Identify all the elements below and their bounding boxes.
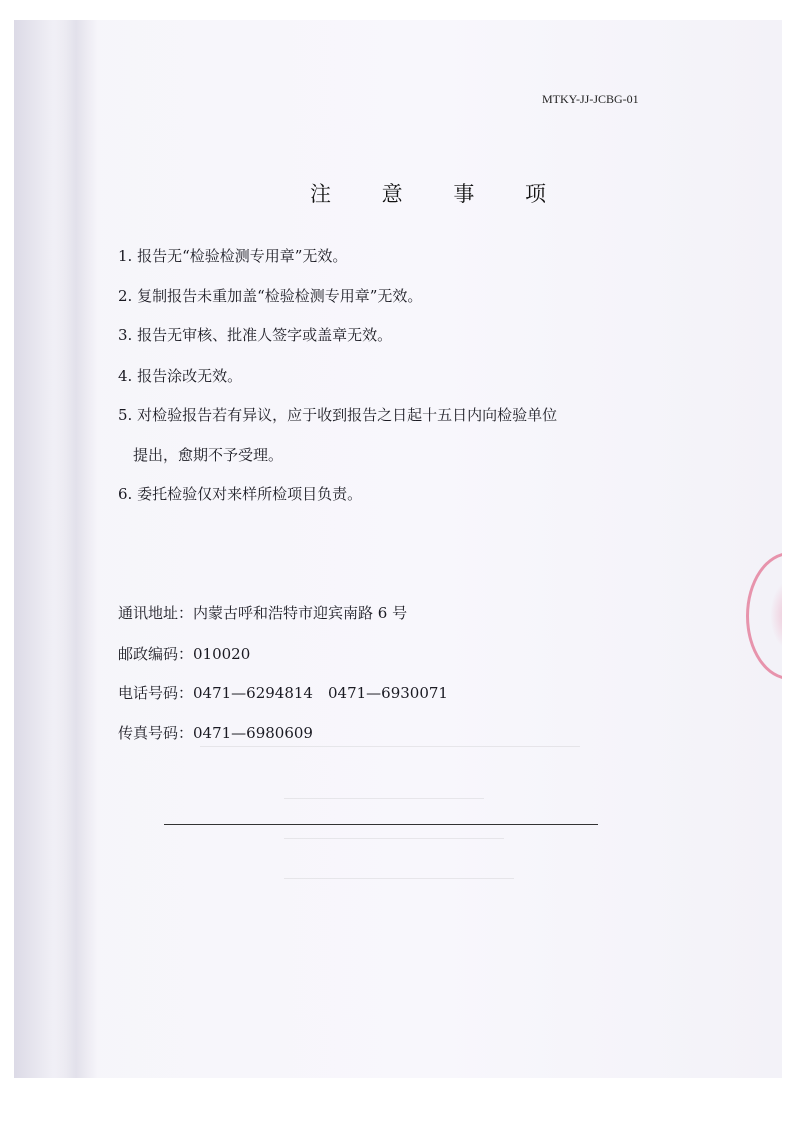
notice-item-3: 3. 报告无审核、批准人签字或盖章无效。 [118,326,393,344]
document-code: MTKY-JJ-JCBG-01 [542,92,639,106]
red-seal-ink [770,580,782,650]
notice-item-1: 1. 报告无“检验检测专用章”无效。 [118,247,348,265]
contact-postcode: 邮政编码：010020 [118,645,251,663]
show-through-line [284,838,504,839]
contact-address: 通讯地址：内蒙古呼和浩特市迎宾南路 6 号 [118,604,408,622]
signature-line [164,824,598,825]
show-through-line [284,878,514,879]
notice-item-6: 6. 委托检验仅对来样所检项目负责。 [118,485,363,503]
show-through-line [284,798,484,799]
page-fold-shadow [54,20,98,1078]
show-through-line [200,746,580,747]
contact-fax: 传真号码：0471—6980609 [118,724,313,742]
notice-item-5: 5. 对检验报告若有异议，应于收到报告之日起十五日内向检验单位 [118,406,558,424]
contact-phone: 电话号码：0471—6294814 0471—6930071 [118,684,448,702]
notice-item-5-continued: 提出，愈期不予受理。 [133,446,284,464]
scanned-page [14,20,782,1078]
notice-item-2: 2. 复制报告未重加盖“检验检测专用章”无效。 [118,287,423,305]
notice-item-4: 4. 报告涂改无效。 [118,367,243,385]
page-title: 注 意 事 项 [310,182,569,206]
